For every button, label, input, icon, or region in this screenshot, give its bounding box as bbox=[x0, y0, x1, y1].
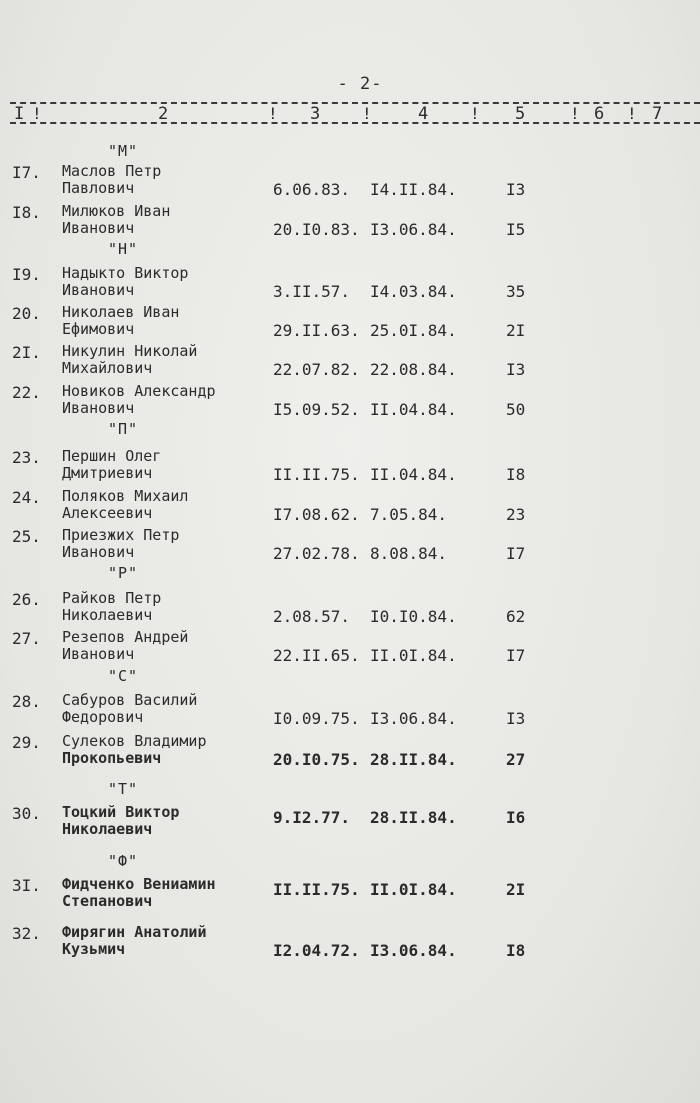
row-number: 32. bbox=[12, 924, 41, 943]
value-column-5: 2I bbox=[506, 880, 526, 899]
surname-given-name: Фирягин Анатолий bbox=[62, 923, 207, 941]
surname-given-name: Маслов Петр bbox=[62, 162, 162, 180]
date-column-3: I7.08.62. bbox=[273, 505, 360, 524]
row-number: 30. bbox=[12, 804, 41, 823]
date-column-3: 9.I2.77. bbox=[273, 808, 351, 827]
date-column-4: II.0I.84. bbox=[370, 880, 457, 899]
person-name bbox=[62, 265, 188, 299]
column-2-number: 2 bbox=[158, 104, 169, 124]
patronymic: Иванович bbox=[62, 219, 135, 237]
date-column-3: 2.08.57. bbox=[273, 607, 351, 626]
value-column-5: I3 bbox=[506, 180, 526, 199]
date-column-3: I2.04.72. bbox=[273, 941, 360, 960]
table-row bbox=[0, 488, 700, 528]
row-number: I9. bbox=[12, 265, 41, 284]
date-column-4: I3.06.84. bbox=[370, 709, 457, 728]
row-number: 24. bbox=[12, 488, 41, 507]
date-column-4: I0.I0.84. bbox=[370, 607, 457, 626]
patronymic: Иванович bbox=[62, 543, 135, 561]
surname-given-name: Першин Олег bbox=[62, 447, 162, 465]
value-column-5: I6 bbox=[506, 808, 526, 827]
surname-given-name: Тоцкий Виктор bbox=[62, 803, 180, 821]
person-name bbox=[62, 527, 179, 561]
section-letter: "Р" bbox=[108, 564, 139, 582]
date-column-3: 20.I0.83. bbox=[273, 220, 360, 239]
value-column-5: 62 bbox=[506, 607, 526, 626]
row-number: 2I. bbox=[12, 343, 41, 362]
surname-given-name: Резепов Андрей bbox=[62, 628, 189, 646]
surname-given-name: Фидченко Вениамин bbox=[62, 875, 216, 893]
date-column-4: II.04.84. bbox=[370, 465, 457, 484]
row-number: 27. bbox=[12, 629, 41, 648]
row-number: 23. bbox=[12, 448, 41, 467]
column-1-number: I bbox=[14, 104, 25, 124]
surname-given-name: Николаев Иван bbox=[62, 303, 180, 321]
row-number: I7. bbox=[12, 163, 41, 182]
column-separator: ! bbox=[362, 104, 372, 123]
column-6-number: 6 bbox=[594, 104, 605, 124]
row-number: 25. bbox=[12, 527, 41, 546]
surname-given-name: Райков Петр bbox=[62, 589, 162, 607]
table-row bbox=[0, 924, 700, 964]
patronymic: Иванович bbox=[62, 399, 135, 417]
date-column-4: 8.08.84. bbox=[370, 544, 448, 563]
date-column-3: 27.02.78. bbox=[273, 544, 360, 563]
person-name bbox=[62, 692, 197, 726]
patronymic: Павлович bbox=[62, 179, 135, 197]
column-4-number: 4 bbox=[418, 104, 429, 124]
page-number: - 2- bbox=[337, 74, 383, 94]
date-column-3: 6.06.83. bbox=[273, 180, 351, 199]
row-number: 3I. bbox=[12, 876, 41, 895]
table-row bbox=[0, 448, 700, 488]
value-column-5: I8 bbox=[506, 941, 526, 960]
surname-given-name: Приезжих Петр bbox=[62, 526, 180, 544]
date-column-3: 22.II.65. bbox=[273, 646, 360, 665]
patronymic: Дмитриевич bbox=[62, 464, 153, 482]
person-name bbox=[62, 804, 179, 838]
table-row bbox=[0, 876, 700, 916]
column-separator: ! bbox=[268, 104, 278, 123]
person-name bbox=[62, 488, 188, 522]
date-column-3: 22.07.82. bbox=[273, 360, 360, 379]
table-row bbox=[0, 590, 700, 630]
date-column-4: 7.05.84. bbox=[370, 505, 448, 524]
date-column-3: 3.II.57. bbox=[273, 282, 351, 301]
table-row bbox=[0, 163, 700, 203]
date-column-4: 28.II.84. bbox=[370, 808, 457, 827]
patronymic: Михайлович bbox=[62, 359, 153, 377]
date-column-4: I4.03.84. bbox=[370, 282, 457, 301]
patronymic: Прокопьевич bbox=[62, 749, 162, 767]
row-number: 26. bbox=[12, 590, 41, 609]
row-number: 22. bbox=[12, 383, 41, 402]
patronymic: Иванович bbox=[62, 281, 135, 299]
section-letter: "П" bbox=[108, 420, 139, 438]
surname-given-name: Новиков Александр bbox=[62, 382, 216, 400]
table-row bbox=[0, 203, 700, 243]
person-name bbox=[62, 733, 207, 767]
value-column-5: 2I bbox=[506, 321, 526, 340]
date-column-4: II.04.84. bbox=[370, 400, 457, 419]
value-column-5: 50 bbox=[506, 400, 526, 419]
person-name bbox=[62, 343, 197, 377]
date-column-4: 28.II.84. bbox=[370, 750, 457, 769]
row-number: 28. bbox=[12, 692, 41, 711]
column-3-number: 3 bbox=[310, 104, 321, 124]
date-column-3: II.II.75. bbox=[273, 880, 360, 899]
table-row bbox=[0, 527, 700, 567]
value-column-5: 27 bbox=[506, 750, 526, 769]
patronymic: Федорович bbox=[62, 708, 144, 726]
column-separator: ! bbox=[570, 104, 580, 123]
value-column-5: I3 bbox=[506, 360, 526, 379]
table-row bbox=[0, 265, 700, 305]
section-letter: "Ф" bbox=[108, 852, 139, 870]
date-column-3: I5.09.52. bbox=[273, 400, 360, 419]
value-column-5: 23 bbox=[506, 505, 526, 524]
surname-given-name: Никулин Николай bbox=[62, 342, 198, 360]
section-letter: "М" bbox=[108, 142, 139, 160]
value-column-5: I7 bbox=[506, 544, 526, 563]
column-separator: ! bbox=[32, 104, 42, 123]
person-name bbox=[62, 590, 161, 624]
surname-given-name: Поляков Михаил bbox=[62, 487, 189, 505]
date-column-4: I4.II.84. bbox=[370, 180, 457, 199]
table-row bbox=[0, 304, 700, 344]
person-name bbox=[62, 203, 170, 237]
patronymic: Алексеевич bbox=[62, 504, 153, 522]
person-name bbox=[62, 448, 161, 482]
table-row bbox=[0, 692, 700, 732]
table-header bbox=[10, 100, 700, 126]
patronymic: Ефимович bbox=[62, 320, 135, 338]
table-row bbox=[0, 733, 700, 773]
person-name bbox=[62, 876, 216, 910]
date-column-4: 22.08.84. bbox=[370, 360, 457, 379]
value-column-5: 35 bbox=[506, 282, 526, 301]
person-name bbox=[62, 629, 188, 663]
date-column-3: 20.I0.75. bbox=[273, 750, 360, 769]
table-row bbox=[0, 629, 700, 669]
patronymic: Николаевич bbox=[62, 820, 153, 838]
surname-given-name: Сабуров Василий bbox=[62, 691, 198, 709]
date-column-4: II.0I.84. bbox=[370, 646, 457, 665]
surname-given-name: Сулеков Владимир bbox=[62, 732, 207, 750]
date-column-3: 29.II.63. bbox=[273, 321, 360, 340]
date-column-4: I3.06.84. bbox=[370, 220, 457, 239]
table-row bbox=[0, 343, 700, 383]
value-column-5: I7 bbox=[506, 646, 526, 665]
date-column-4: I3.06.84. bbox=[370, 941, 457, 960]
column-separator: ! bbox=[470, 104, 480, 123]
value-column-5: I5 bbox=[506, 220, 526, 239]
row-number: I8. bbox=[12, 203, 41, 222]
surname-given-name: Надыкто Виктор bbox=[62, 264, 189, 282]
value-column-5: I8 bbox=[506, 465, 526, 484]
column-separator: ! bbox=[627, 104, 637, 123]
patronymic: Кузьмич bbox=[62, 940, 126, 958]
value-column-5: I3 bbox=[506, 709, 526, 728]
section-letter: "С" bbox=[108, 667, 139, 685]
patronymic: Николаевич bbox=[62, 606, 153, 624]
date-column-3: II.II.75. bbox=[273, 465, 360, 484]
patronymic: Иванович bbox=[62, 645, 135, 663]
person-name bbox=[62, 304, 179, 338]
section-letter: "Н" bbox=[108, 240, 139, 258]
person-name bbox=[62, 383, 216, 417]
date-column-3: I0.09.75. bbox=[273, 709, 360, 728]
person-name bbox=[62, 924, 207, 958]
section-letter: "Т" bbox=[108, 780, 139, 798]
person-name bbox=[62, 163, 161, 197]
table-row bbox=[0, 804, 700, 844]
column-7-number: 7 bbox=[652, 104, 663, 124]
date-column-4: 25.0I.84. bbox=[370, 321, 457, 340]
row-number: 29. bbox=[12, 733, 41, 752]
row-number: 20. bbox=[12, 304, 41, 323]
table-row bbox=[0, 383, 700, 423]
column-5-number: 5 bbox=[515, 104, 526, 124]
patronymic: Степанович bbox=[62, 892, 153, 910]
surname-given-name: Милюков Иван bbox=[62, 202, 171, 220]
